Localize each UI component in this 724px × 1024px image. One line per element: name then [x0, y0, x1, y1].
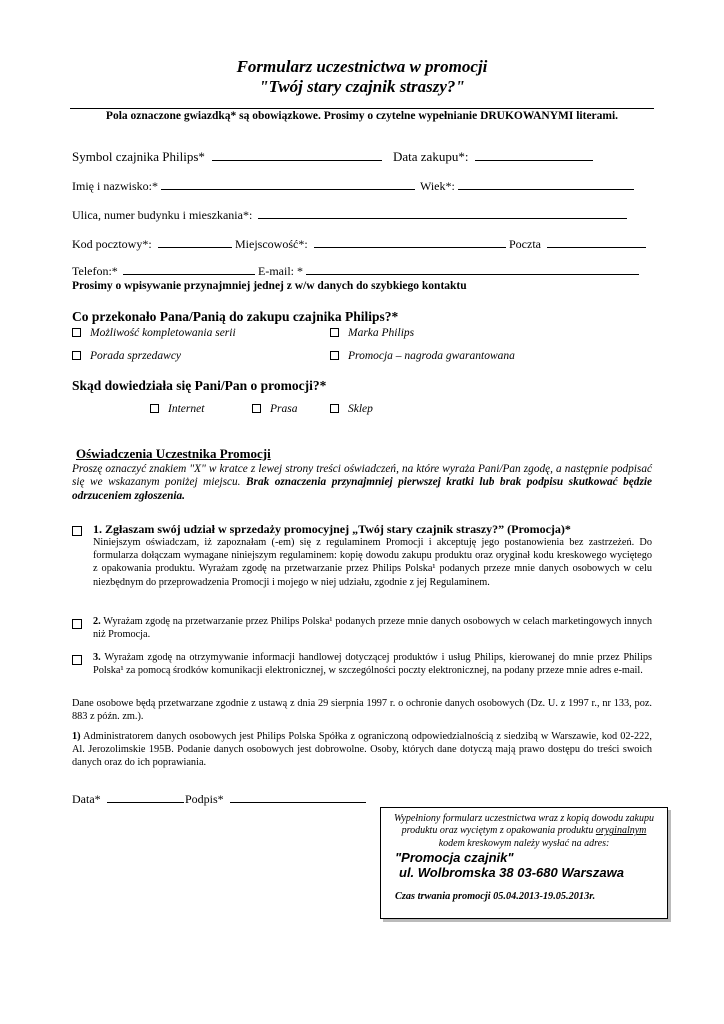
- option-series[interactable]: [72, 327, 236, 339]
- postcode-field: [72, 236, 232, 252]
- administrator-note-number: 1): [72, 731, 81, 742]
- option-brand[interactable]: [330, 327, 414, 339]
- form-title-line1: Formularz uczestnictwa w promocji: [236, 57, 488, 76]
- form-title-line2: "Twój stary czajnik straszy?": [259, 77, 465, 96]
- name-label: Imię i nazwisko:*: [72, 179, 158, 193]
- purchase-date-field: [393, 148, 593, 165]
- street-input-line[interactable]: [258, 207, 627, 219]
- signature-label: Podpis*: [185, 792, 224, 806]
- mailing-address-name: "Promocja czajnik": [395, 850, 514, 866]
- checkbox-icon[interactable]: [72, 351, 81, 360]
- age-input-line[interactable]: [458, 178, 634, 190]
- symbol-field: [72, 148, 382, 165]
- checkbox-icon[interactable]: [252, 404, 261, 413]
- post-office-field: [509, 236, 646, 252]
- title-divider: [70, 108, 654, 109]
- email-label: E-mail: *: [258, 264, 303, 278]
- option-promotion[interactable]: [330, 350, 515, 362]
- option-press[interactable]: [252, 403, 297, 415]
- checkbox-icon[interactable]: [72, 328, 81, 337]
- post-office-label: Poczta: [509, 237, 541, 251]
- statement-1-body: Niniejszym oświadczam, iż zapoznałam (-em) się z regulaminem Promocji i akceptuję jego postanowienia bez zastrzeżeń. Do formularza dołączam wymagane niniejszym regulaminem: kopię dowodu zakupu produktu oraz oryginał kodu kreskowego wyciętego z opakowania produktu. Wyrażam zgodę na przetwarzanie przez Philips Polska¹ podanych przeze mnie danych osobowych w celu niezbędnym do przeprowadzenia Promocji i mojego w niej udziału, zgodnie z jej Regulaminem.: [93, 537, 652, 588]
- email-input-line[interactable]: [306, 263, 639, 275]
- age-field: [420, 178, 634, 194]
- purchase-date-label: Data zakupu*:: [393, 149, 469, 164]
- statement-2: [93, 615, 652, 641]
- age-label: Wiek*:: [420, 179, 455, 193]
- statements-heading: Oświadczenia Uczestnika Promocji: [76, 446, 271, 461]
- email-field: [258, 263, 639, 279]
- postcode-label: Kod pocztowy*:: [72, 237, 152, 251]
- option-promotion-label: Promocja – nagroda gwarantowana: [348, 350, 515, 362]
- name-input-line[interactable]: [161, 178, 415, 190]
- symbol-label: Symbol czajnika Philips*: [72, 149, 205, 164]
- statement-2-checkbox[interactable]: [72, 616, 91, 634]
- checkbox-icon[interactable]: [72, 619, 82, 629]
- mailing-instructions-original: oryginalnym: [595, 825, 647, 837]
- statement-1-heading: 1. Zgłaszam swój udział w sprzedaży promocyjnej „Twój stary czajnik straszy?” (Promocja)*: [93, 522, 571, 536]
- option-press-label: Prasa: [270, 403, 298, 415]
- statements-intro-warning: Brak oznaczenia przynajmniej pierwszej kratki lub brak podpisu skutkować będzie odrzuceniem zgłoszenia.: [72, 476, 652, 502]
- symbol-input-line[interactable]: [212, 148, 382, 161]
- option-advice-label: Porada sprzedawcy: [90, 350, 182, 362]
- purchase-date-input-line[interactable]: [475, 148, 593, 161]
- statements-intro-text: Proszę oznaczyć znakiem "X" w kratce z lewej strony treści oświadczeń, na które wyraża Pani/Pan zgodę, a następnie podpisać się we wskazanym poniżej miejscu.: [72, 463, 652, 489]
- phone-label: Telefon:*: [72, 264, 118, 278]
- signature-field: [185, 791, 366, 807]
- phone-field: [72, 263, 255, 279]
- question-source: Skąd dowiedziała się Pani/Pan o promocji?*: [72, 378, 327, 393]
- administrator-note: [72, 730, 652, 770]
- promotion-period: Czas trwania promocji 05.04.2013-19.05.2013r.: [395, 891, 596, 903]
- city-input-line[interactable]: [314, 236, 506, 248]
- statement-3-body: Wyrażam zgodę na otrzymywanie informacji handlowej dotyczącej produktów i usług Philips, kierowanej do mnie przez Philips Polska¹ za pomocą środków komunikacji elektronicznej, w szczególności poczty elektronicznej, na podany przeze mnie adres e-mail.: [93, 652, 652, 677]
- signature-date-input-line[interactable]: [107, 791, 184, 803]
- street-label: Ulica, numer budynku i mieszkania*:: [72, 208, 253, 222]
- checkbox-icon[interactable]: [72, 655, 82, 665]
- phone-input-line[interactable]: [123, 263, 255, 275]
- signature-date-label: Data*: [72, 792, 101, 806]
- contact-note: Prosimy o wpisywanie przynajmniej jednej z w/w danych do szybkiego kontaktu: [72, 280, 467, 292]
- name-field: [72, 178, 415, 194]
- question-purchase-reason: Co przekonało Pana/Panią do zakupu czajnika Philips?*: [72, 309, 399, 324]
- mailing-info-box: [380, 807, 668, 919]
- option-series-label: Możliwość kompletowania serii: [90, 327, 236, 339]
- statement-1-checkbox[interactable]: [72, 523, 91, 541]
- street-field: [72, 207, 627, 223]
- option-internet-label: Internet: [168, 403, 205, 415]
- statement-3-number: 3.: [93, 652, 101, 663]
- option-shop[interactable]: [330, 403, 373, 415]
- mailing-instructions-a: Wypełniony formularz uczestnictwa wraz z kopią dowodu zakupu produktu oraz wyciętym z opakowania produktu: [394, 813, 654, 837]
- statement-2-number: 2.: [93, 616, 101, 627]
- required-fields-note: Pola oznaczone gwiazdką* są obowiązkowe. Prosimy o czytelne wypełnianie DRUKOWANYMI literami.: [105, 110, 619, 122]
- checkbox-icon[interactable]: [330, 351, 339, 360]
- statement-3: [93, 651, 652, 677]
- checkbox-icon[interactable]: [72, 526, 82, 536]
- option-shop-label: Sklep: [348, 403, 373, 415]
- statement-2-body: Wyrażam zgodę na przetwarzanie przez Philips Polska¹ podanych przeze mnie danych osobowych w celach marketingowych innych niż Promocja.: [93, 616, 652, 641]
- signature-input-line[interactable]: [230, 791, 366, 803]
- mailing-instructions-b: kodem kreskowym należy wysłać na adres:: [438, 837, 610, 849]
- law-note: Dane osobowe będą przetwarzane zgodnie z ustawą z dnia 29 sierpnia 1997 r. o ochronie danych osobowych (Dz. U. z 1997 r., nr 133, poz. 883 z późn. zm.).: [72, 698, 652, 723]
- administrator-note-text: Administratorem danych osobowych jest Philips Polska Spółka z ograniczoną odpowiedzialnością z siedzibą w Warszawie, kod 02-222, Al. Jerozolimskie 195B. Podanie danych osobowych jest dobrowolne. Osoby, których dane dotyczą mają prawo dostępu do treści swoich danych oraz do ich poprawiania.: [72, 731, 653, 769]
- option-internet[interactable]: [150, 403, 204, 415]
- mailing-address-street: ul. Wolbromska 38 03-680 Warszawa: [399, 865, 624, 881]
- checkbox-icon[interactable]: [330, 404, 339, 413]
- city-field: [235, 236, 506, 252]
- mailing-instructions: [381, 808, 667, 850]
- city-label: Miejscowość*:: [235, 237, 308, 251]
- signature-date-field: [72, 791, 184, 807]
- statement-3-checkbox[interactable]: [72, 652, 91, 670]
- post-office-input-line[interactable]: [547, 236, 646, 248]
- option-brand-label: Marka Philips: [348, 327, 415, 339]
- postcode-input-line[interactable]: [158, 236, 232, 248]
- statements-intro: [72, 463, 652, 503]
- checkbox-icon[interactable]: [330, 328, 339, 337]
- option-advice[interactable]: [72, 350, 181, 362]
- checkbox-icon[interactable]: [150, 404, 159, 413]
